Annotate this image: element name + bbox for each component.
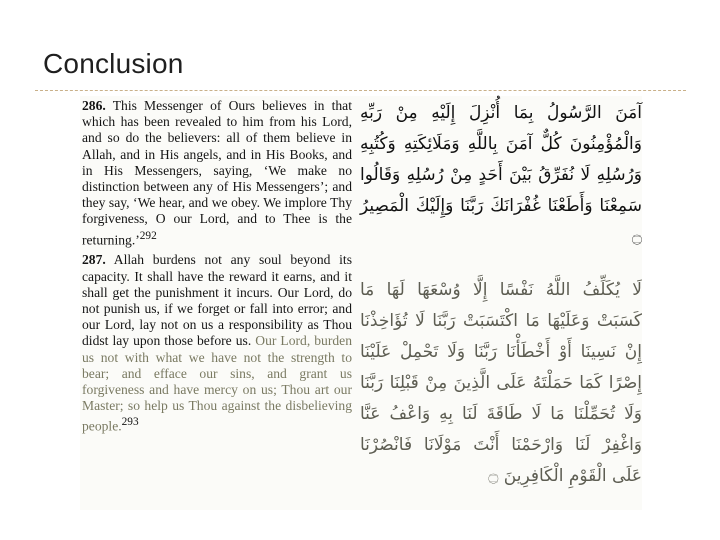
scanned-page bbox=[80, 96, 642, 510]
verse-287-number: 287. bbox=[82, 252, 106, 268]
verse-287-english bbox=[82, 252, 352, 435]
verse-286-arabic: آمَنَ الرَّسُولُ بِمَا أُنْزِلَ إِلَيْهِ مِنْ رَبِّهِ وَالْمُؤْمِنُونَ كُلٌّ آمَنَ بِاللَّهِ وَمَلَائِكَتِهِ وَكُتُبِهِ وَرُسُلِهِ لَا نُفَرِّقُ بَيْنَ أَحَدٍ مِنْ رُسُلِهِ وَقَالُوا سَمِعْنَا وَأَطَعْنَا غُفْرَانَكَ رَبَّنَا وَإِلَيْكَ الْمَصِيرُ ۝ bbox=[360, 103, 642, 247]
verse-286-footnote-ref: 292 bbox=[139, 229, 157, 242]
slide-title: Conclusion bbox=[43, 48, 184, 79]
verse-286-number: 286. bbox=[82, 98, 106, 113]
verse-287-arabic: لَا يُكَلِّفُ اللَّهُ نَفْسًا إِلَّا وُسْعَهَا لَهَا مَا كَسَبَتْ وَعَلَيْهَا مَا اكْتَسَبَتْ رَبَّنَا لَا تُؤَاخِذْنَا إِنْ نَسِينَا أَوْ أَخْطَأْنَا رَبَّنَا وَلَا تَحْمِلْ عَلَيْنَا إِصْرًا كَمَا حَمَلْتَهُ عَلَى الَّذِينَ مِنْ قَبْلِنَا رَبَّنَا وَلَا تُحَمِّلْنَا مَا لَا طَاقَةَ لَنَا بِهِ وَاعْفُ عَنَّا وَاغْفِرْ لَنَا وَارْحَمْنَا أَنْتَ مَوْلَانَا فَانْصُرْنَا عَلَى الْقَوْمِ الْكَافِرِينَ ۝ bbox=[360, 280, 642, 486]
verse-287-text-b: Our Lord, burden us not with what we have not the strength to bear; and efface our sins, and grant us forgiveness and have mercy on us; Thou art our Master; so help us Thou against the disbelieving people. bbox=[82, 333, 352, 434]
verse-286-text: This Messenger of Ours believes in that which has been revealed to him from his Lord, and so do the believers: all of them believe in Allah, and in His angels, and in His Books, and in His Messengers, saying, ‘We make no distinction between any of His Messengers’; and they say, ‘We hear, and we obey. We implore Thy forgiveness, O our Lord, and to Thee is the returning.’ bbox=[82, 98, 352, 248]
title-divider bbox=[35, 90, 686, 91]
verse-287-footnote-ref: 293 bbox=[121, 416, 139, 429]
verse-287-text-a: Allah burdens not any soul beyond its capacity. It shall have the reward it earns, and it shall get the punishment it incurs. Our Lord, do not punish us, if we forget or fall into error; and our Lord, lay not on us a responsibility as Thou didst lay upon those before us. bbox=[82, 252, 352, 349]
arabic-text bbox=[360, 98, 642, 514]
verse-286-english bbox=[82, 98, 352, 248]
english-translation bbox=[82, 98, 352, 439]
